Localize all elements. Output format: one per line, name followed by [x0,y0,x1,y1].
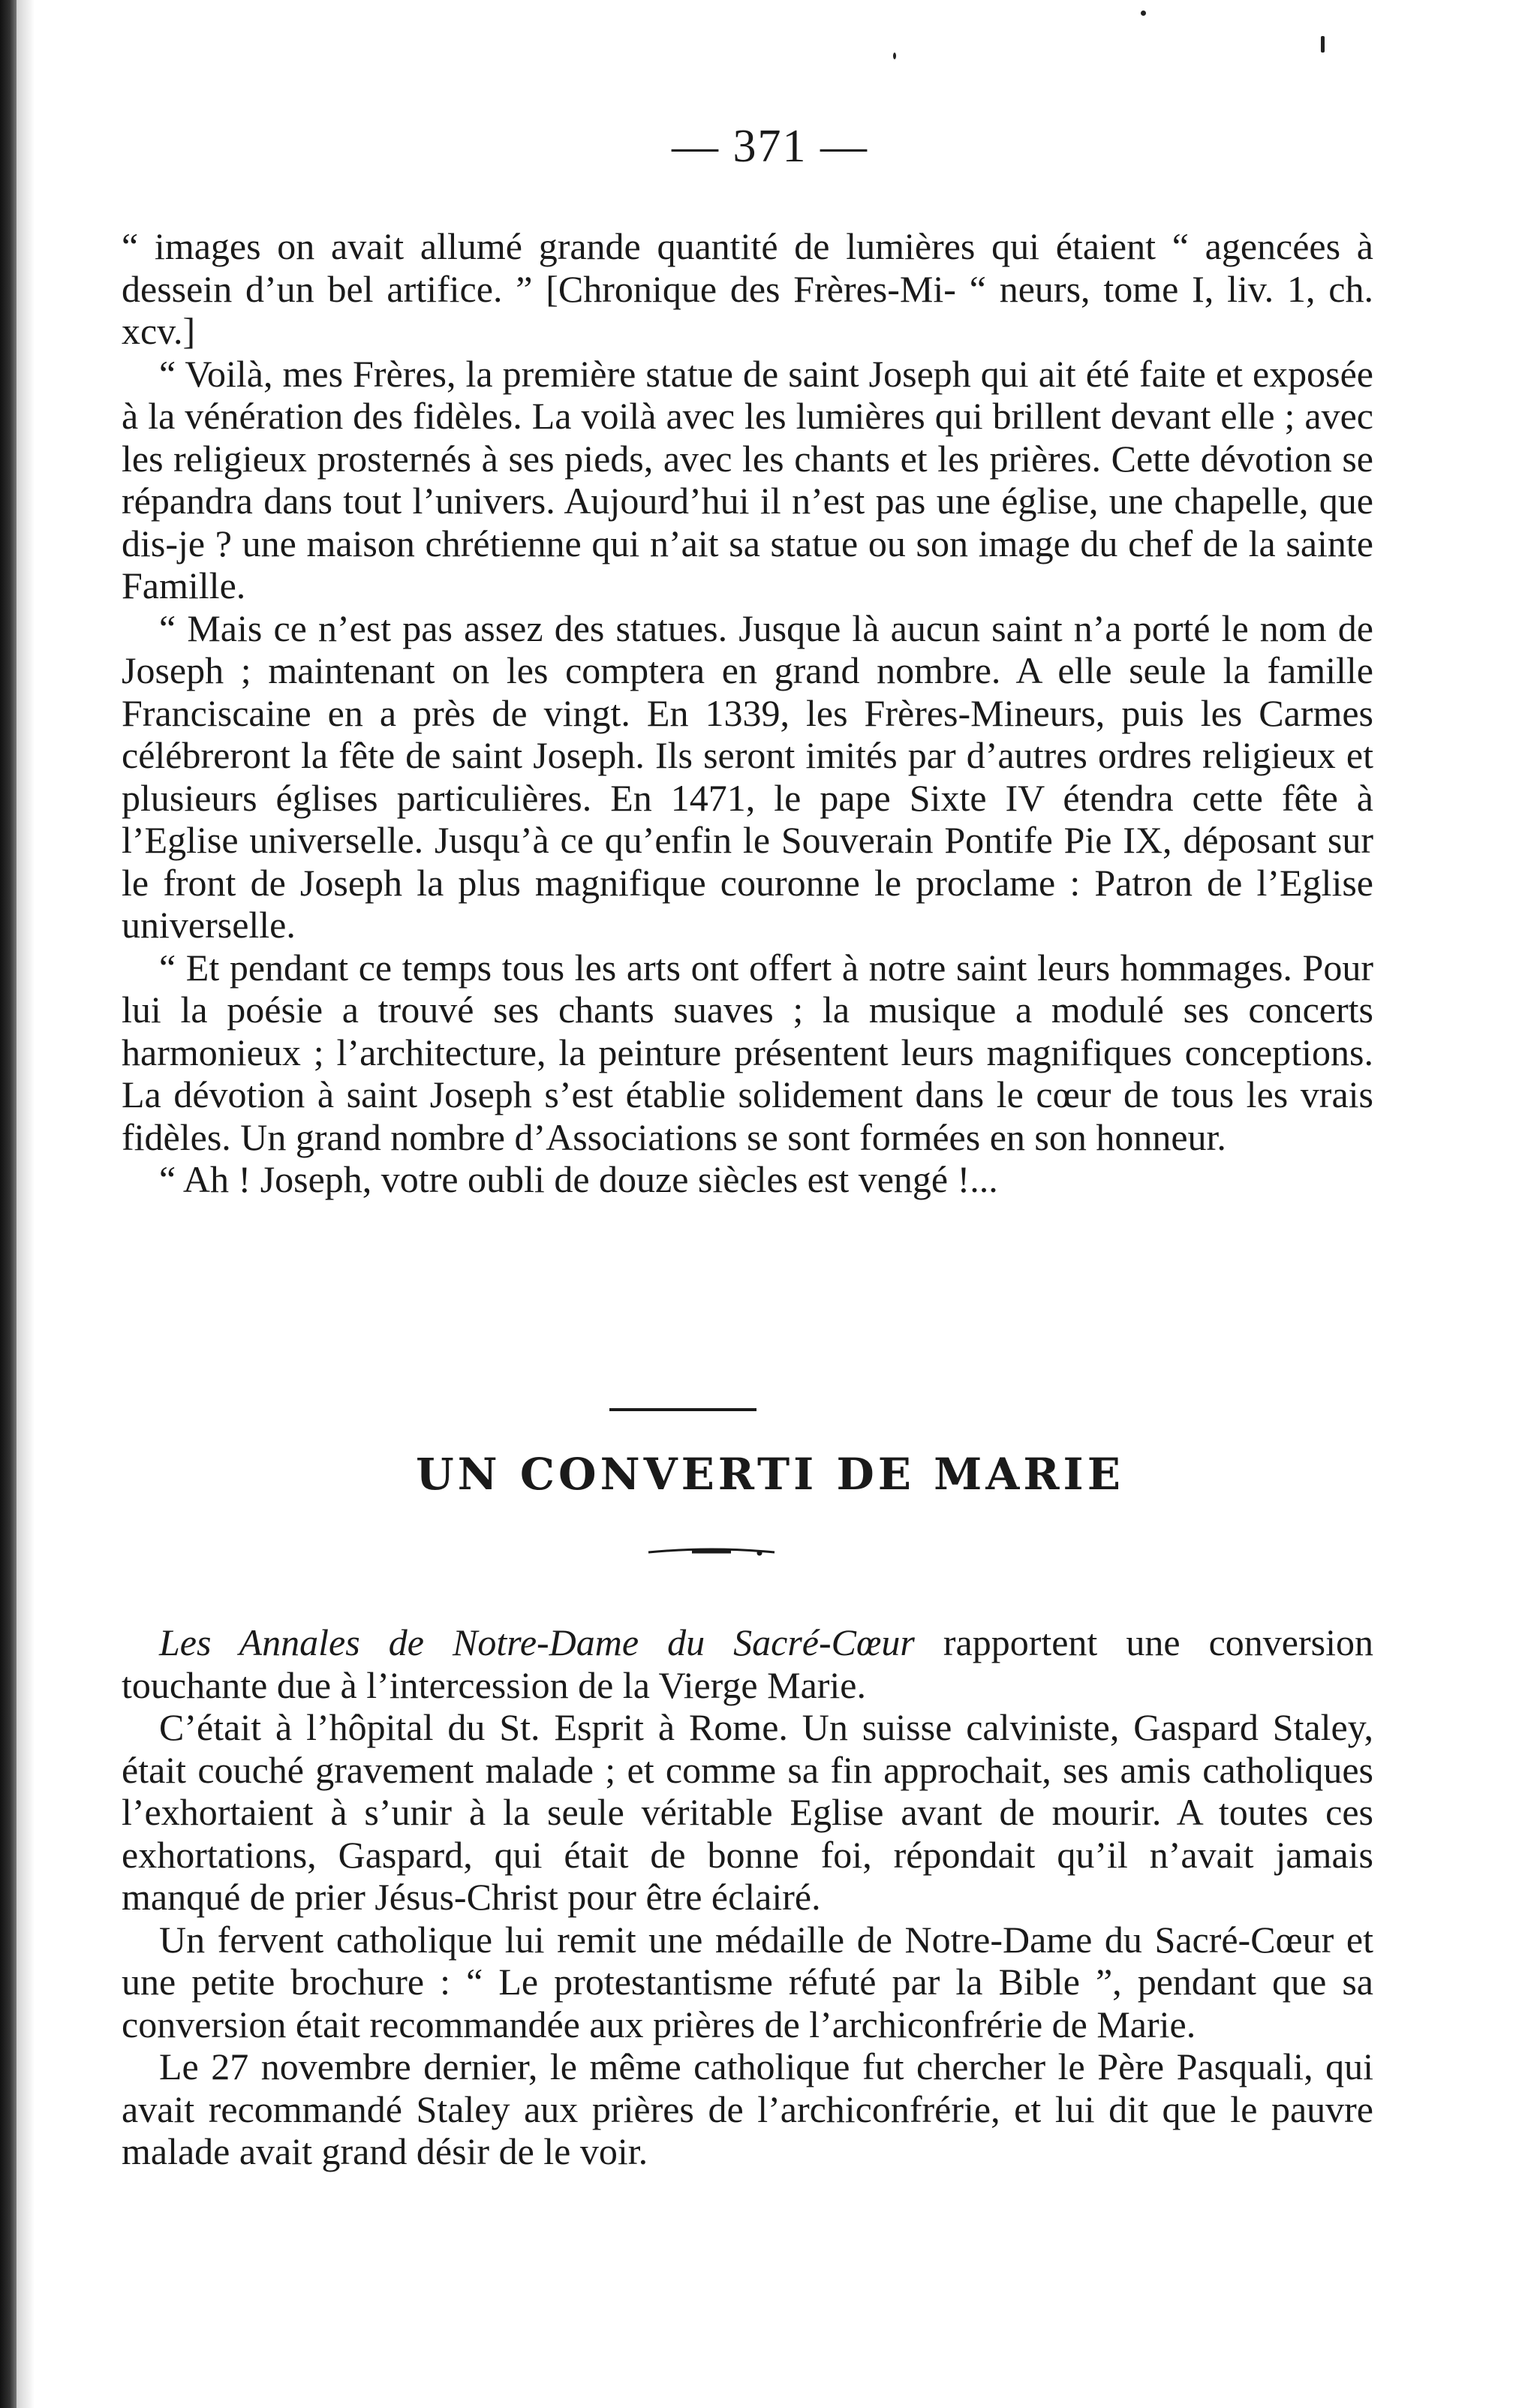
page-number: — 371 — [672,121,868,172]
ink-speck [1321,36,1325,53]
page-binding-edge [0,0,17,2408]
body-text [122,225,1373,1201]
ink-speck [893,53,896,59]
body-paragraph-1: “ images on avait allumé grande quantité de lumières qui étaient “ agencées à dessein d’un bel artifice. ” [Chronique des Frères-Mi- “ neurs, tome I, liv. 1, ch. xcv.] [122,225,1373,352]
annales-title: Les Annales de Notre-Dame du Sacré-Cœur [159,1621,915,1663]
body-paragraph-5: “ Ah ! Joseph, votre oubli de douze siècles est vengé !... [159,1158,998,1200]
section-body-text [122,1621,1373,2173]
section-paragraph-1: C’était à l’hôpital du St. Esprit à Rome. Un suisse calviniste, Gaspard Staley, était couché gravement malade ; et comme sa fin approchait, ses amis catholiques l’exhortaient à s’unir à la seule véritable Eglise avant de mourir. A toutes ces exhortations, Gaspard, qui était de bonne foi, répondait qu’il n’avait jamais manqué de prier Jésus-Christ pour être éclairé. [122,1706,1373,1918]
ink-speck [1141,11,1146,16]
section-intro [122,1621,1373,1706]
section-paragraph-3: Le 27 novembre dernier, le même catholique fut chercher le Père Pasquali, qui avait recommandé Staley aux prières de l’archiconfrérie, et lui dit que le pauvre malade avait grand désir de le voir. [122,2045,1373,2172]
section-divider-rule [609,1408,756,1411]
body-paragraph-2: “ Voilà, mes Frères, la première statue de saint Joseph qui ait été faite et exposée à la vénération des fidèles. La voilà avec les lumières qui brillent devant elle ; avec les religieux prosternés à ses pieds, avec les chants et les prières. Cette dévotion se répandra dans tout l’univers. Aujourd’hui il n’est pas une église, une chapelle, que dis-je ? une maison chrétienne qui n’ait sa statue ou son image du chef de la sainte Famille. [122,352,1373,607]
section-paragraph-2: Un fervent catholique lui remit une médaille de Notre-Dame du Sacré-Cœur et une petite brochure : “ Le protestantisme réfuté par la Bible ”, pendant que sa conversion était recommandée aux prières de l’archiconfrérie de Marie. [122,1918,1373,2045]
body-paragraph-4: “ Et pendant ce temps tous les arts ont offert à notre saint leurs hommages. Pour lui la poésie a trouvé ses chants suaves ; la musique a modulé ses concerts harmonieux ; l’architecture, la peinture présentent leurs magnifiques conceptions. La dévotion à saint Joseph s’est établie solidement dans le cœur de tous les vrais fidèles. Un grand nombre d’Associations se sont formées en son honneur. [122,946,1373,1158]
section-title: UN CONVERTI DE MARIE [416,1449,1124,1500]
page-binding-shadow [17,0,35,2408]
section-intro-rest: rapportent une conversion touchante due à l’intercession de la Vierge Marie. [122,1621,1373,1706]
body-paragraph-3: “ Mais ce n’est pas assez des statues. Jusque là aucun saint n’a porté le nom de Joseph ; maintenant on les comptera en grand nombre. A elle seule la famille Franciscaine en a près de vingt. En 1339, les Frères-Mineurs, puis les Carmes célébreront la fête de saint Joseph. Ils seront imités par d’autres ordres religieux et plusieurs églises particulières. En 1471, le pape Sixte IV étendra cette fête à l’Eglise universelle. Jusqu’à ce qu’enfin le Souverain Pontife Pie IX, déposant sur le front de Joseph la plus magnifique couronne le proclame : Patron de l’Eglise universelle. [122,607,1373,946]
title-ornament [647,1546,776,1557]
